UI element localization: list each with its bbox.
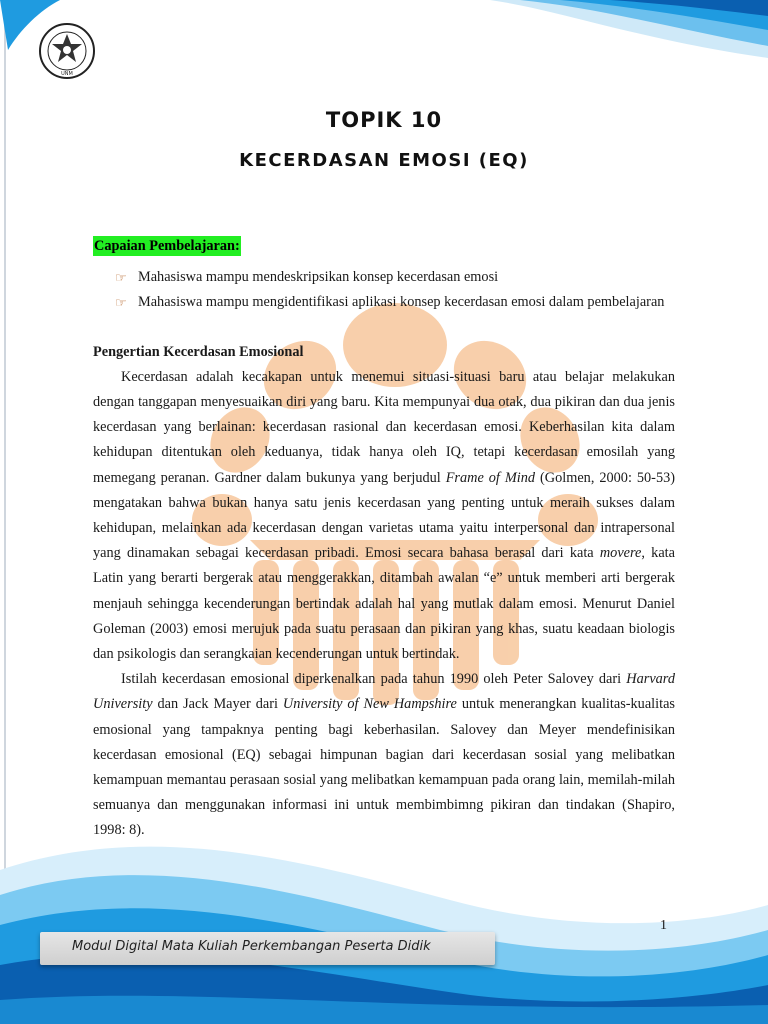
main-content (93, 234, 675, 844)
footer-banner (40, 932, 495, 965)
book-title: Frame of Mind (445, 469, 536, 486)
institution-name: Harvard University (93, 671, 675, 713)
university-logo (38, 22, 96, 80)
paragraph-text: (Golmen, 2000: 50-53) mengatakan bahwa bukan hanya satu jenis kecerdasan yang penting untuk meraih sukses dalam kehidupan, melainkan ada kecerdasan dengan varietas utama yaitu interpersonal dan intrapersonal yang dinamakan sebagai kecerdasan pribadi. Emosi secara bahasa berasal dari kata (93, 469, 675, 562)
page-number: 1 (660, 918, 667, 933)
institution-name: University of New Hampshire (282, 696, 457, 713)
logo-text: UNM (61, 71, 73, 77)
list-item (93, 265, 675, 290)
learning-outcomes-list (93, 265, 675, 315)
list-item-text: Mahasiswa mampu mendeskripsikan konsep kecerdasan emosi (138, 269, 499, 286)
list-item (93, 290, 675, 315)
learning-outcomes-heading: Capaian Pembelajaran: (94, 238, 240, 254)
paragraph-1 (93, 365, 675, 667)
section-heading: Pengertian Kecerdasan Emosional (93, 343, 304, 360)
topic-subtitle: KECERDASAN EMOSI (EQ) (239, 150, 529, 171)
paragraph-text: , kata Latin yang berarti bergerak atau menggerakkan, ditambah awalan “e” untuk memberi arti bergerak menjauh sehingga kecenderungan bertindak adalah hal yang mutlak dalam emosi. Menurut Daniel Goleman (2003) emosi merujuk pada suatu perasaan dan pikiran yang khas, suatu keadaan biologis dan psikologis dan serangkaian kecenderungan untuk bertindak. (93, 545, 675, 663)
paragraph-2 (93, 667, 675, 843)
topic-title: TOPIK 10 (325, 108, 443, 132)
list-item-text: Mahasiswa mampu mengidentifikasi aplikasi konsep kecerdasan emosi dalam pembelajaran (138, 294, 665, 311)
top-wave-decoration (0, 0, 768, 58)
hand-pointer-icon: ☞ (115, 270, 127, 286)
paragraph-text: Istilah kecerdasan emosional diperkenalkan pada tahun 1990 oleh Peter Salovey dari (121, 671, 627, 688)
paragraph-text: Kecerdasan adalah kecakapan untuk menemui situasi-situasi baru atau belajar melakukan dengan tanggapan menyesuaikan diri yang baru. Kita mempunyai dua otak, dua pikiran dan dua jenis kecerdasan yang berlainan: kecerdasan rasional dan kecerdasan emosi. Keberhasilan kita dalam kehidupan ditentukan oleh keduanya, tidak hanya oleh IQ, tetapi kecerdasan emosilah yang memegang peranan. Gardner dalam bukunya yang berjudul (93, 368, 675, 486)
latin-word: movere (599, 545, 642, 562)
footer-text: Modul Digital Mata Kuliah Perkembangan Peserta Didik (72, 939, 431, 954)
paragraph-text: dan Jack Mayer dari (152, 696, 283, 713)
paragraph-text: untuk menerangkan kualitas-kualitas emosional yang tampaknya penting bagi keberhasilan. Salovey dan Meyer mendefinisikan kecerdasan emosional (EQ) sebagai himpunan bagian dari kecerdasan sosial yang melibatkan kemampuan memantau perasaan sosial yang melibatkan kemampuan pada orang lain, memilah-milah semuanya dan menggunakan informasi ini untuk membimbimng pikiran dan tindakan (Shapiro, 1998: 8). (93, 696, 675, 839)
hand-pointer-icon: ☞ (115, 295, 127, 311)
